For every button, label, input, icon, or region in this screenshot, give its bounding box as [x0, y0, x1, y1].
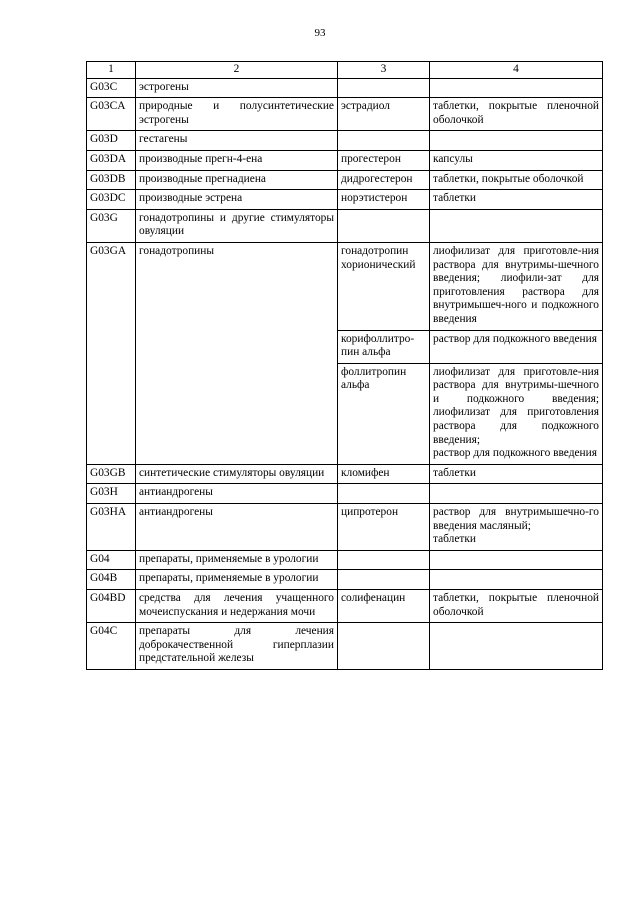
dosage-form-text: таблетки, покрытые оболочкой	[433, 172, 584, 185]
dosage-form-text: капсулы	[433, 152, 473, 165]
atc-code-cell: G03DB	[87, 170, 136, 190]
table-row	[87, 131, 603, 151]
substance-cell: кломифен	[338, 464, 430, 484]
table-row	[87, 590, 603, 623]
table-row	[87, 464, 603, 484]
substance-cell	[338, 623, 430, 670]
dosage-form-cell	[430, 131, 603, 151]
group-name-cell: эстрогены	[136, 78, 338, 98]
atc-code-cell: G03HA	[87, 504, 136, 551]
group-name-cell: природные и полусинтетические эстрогены	[136, 98, 338, 131]
dosage-form-text: таблетки, покрытые пленочной оболочкой	[433, 100, 599, 126]
substance-cell	[338, 78, 430, 98]
table-row	[87, 209, 603, 242]
atc-code-cell: G03DA	[87, 150, 136, 170]
atc-code-cell: G03GB	[87, 464, 136, 484]
column-header: 1	[87, 62, 136, 79]
dosage-form-cell	[430, 78, 603, 98]
substance-cell: норэтистерон	[338, 190, 430, 210]
dosage-form-text: таблетки, покрытые пленочной оболочкой	[433, 592, 599, 618]
substance-cell	[338, 550, 430, 570]
substance-cell: фоллитропин альфа	[338, 363, 430, 464]
dosage-form-text: таблетки	[433, 466, 477, 479]
dosage-form-cell	[430, 330, 603, 363]
table-row	[87, 98, 603, 131]
column-header: 4	[430, 62, 603, 79]
dosage-form-cell	[430, 464, 603, 484]
dosage-form-cell	[430, 242, 603, 330]
dosage-form-text: таблетки	[433, 533, 477, 546]
group-name-cell: гонадотропины	[136, 242, 338, 464]
dosage-form-text: лиофилизат для приготовле-ния раствора для внутримы-шечного и подкожного введения; лиофилизат для приготовления раствора для подкожного введения;	[433, 365, 599, 446]
group-name-cell: производные эстрена	[136, 190, 338, 210]
table-row	[87, 484, 603, 504]
group-name-cell: синтетические стимуляторы овуляции	[136, 464, 338, 484]
table-row	[87, 550, 603, 570]
dosage-form-text: раствор для внутримышечно-го введения масляный;	[433, 506, 599, 532]
group-name-cell: гестагены	[136, 131, 338, 151]
atc-code-cell: G03H	[87, 484, 136, 504]
group-name-cell: гонадотропины и другие стимуляторы овуляции	[136, 209, 338, 242]
substance-cell	[338, 484, 430, 504]
table-row	[87, 78, 603, 98]
substance-cell	[338, 209, 430, 242]
dosage-form-cell	[430, 363, 603, 464]
atc-code-cell: G04BD	[87, 590, 136, 623]
group-name-cell: антиандрогены	[136, 504, 338, 551]
substance-cell	[338, 131, 430, 151]
substance-cell: гонадотропин хорионический	[338, 242, 430, 330]
dosage-form-cell	[430, 484, 603, 504]
group-name-cell: препараты, применяемые в урологии	[136, 570, 338, 590]
table-row	[87, 242, 603, 330]
atc-code-cell: G03GA	[87, 242, 136, 464]
table-row	[87, 190, 603, 210]
substance-cell: дидрогестерон	[338, 170, 430, 190]
atc-code-cell: G03C	[87, 78, 136, 98]
substance-cell	[338, 570, 430, 590]
table-row	[87, 570, 603, 590]
atc-code-cell: G04C	[87, 623, 136, 670]
dosage-form-cell	[430, 150, 603, 170]
dosage-form-cell	[430, 190, 603, 210]
dosage-form-cell	[430, 590, 603, 623]
column-header: 2	[136, 62, 338, 79]
group-name-cell: антиандрогены	[136, 484, 338, 504]
atc-code-cell: G03CA	[87, 98, 136, 131]
substance-cell: корифоллитро-пин альфа	[338, 330, 430, 363]
substance-cell: эстрадиол	[338, 98, 430, 131]
group-name-cell: производные прегнадиена	[136, 170, 338, 190]
drug-table	[86, 61, 603, 670]
group-name-cell: средства для лечения учащенного мочеиспускания и недержания мочи	[136, 590, 338, 623]
table-row	[87, 623, 603, 670]
table-row	[87, 150, 603, 170]
dosage-form-cell	[430, 504, 603, 551]
substance-cell: ципротерон	[338, 504, 430, 551]
group-name-cell: препараты, применяемые в урологии	[136, 550, 338, 570]
substance-cell: солифенацин	[338, 590, 430, 623]
page-number: 93	[314, 27, 326, 39]
dosage-form-cell	[430, 170, 603, 190]
dosage-form-cell	[430, 98, 603, 131]
dosage-form-cell	[430, 623, 603, 670]
dosage-form-cell	[430, 209, 603, 242]
dosage-form-cell	[430, 570, 603, 590]
atc-code-cell: G03DC	[87, 190, 136, 210]
dosage-form-text: лиофилизат для приготовле-ния раствора для внутримы-шечного введения; лиофили-зат для приготовления раствора для внутримышеч-ного и подкожного введения	[433, 244, 599, 325]
atc-code-cell: G04B	[87, 570, 136, 590]
dosage-form-cell	[430, 550, 603, 570]
atc-code-cell: G04	[87, 550, 136, 570]
atc-code-cell: G03G	[87, 209, 136, 242]
table-body	[87, 78, 603, 669]
table-header-row	[87, 62, 603, 79]
atc-code-cell: G03D	[87, 131, 136, 151]
substance-cell: прогестерон	[338, 150, 430, 170]
dosage-form-text: раствор для подкожного введения	[433, 447, 597, 460]
column-header: 3	[338, 62, 430, 79]
dosage-form-text: раствор для подкожного введения	[433, 332, 597, 345]
table-row	[87, 170, 603, 190]
table-row	[87, 504, 603, 551]
group-name-cell: препараты для лечения доброкачественной гиперплазии предстательной железы	[136, 623, 338, 670]
dosage-form-text: таблетки	[433, 192, 477, 205]
group-name-cell: производные прегн-4-ена	[136, 150, 338, 170]
